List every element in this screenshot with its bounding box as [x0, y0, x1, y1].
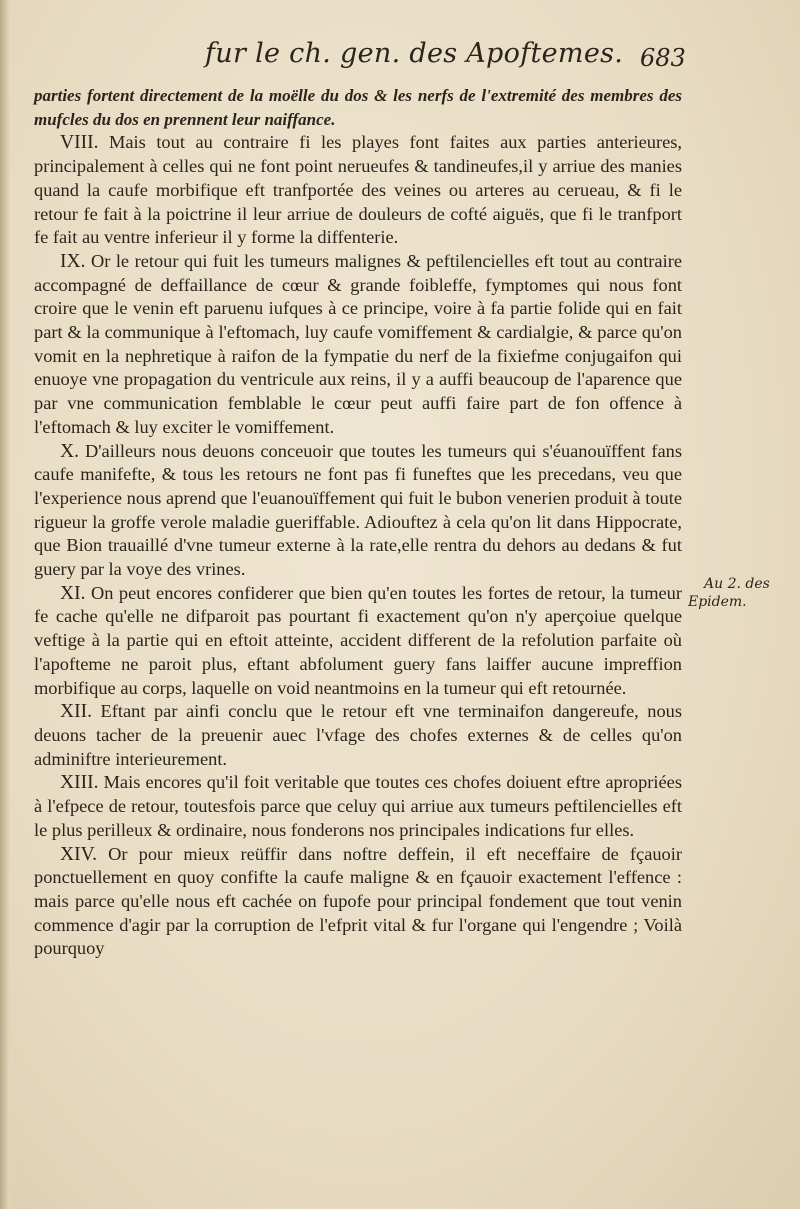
paragraph-number: IX. [60, 250, 86, 272]
paragraph-text: On peut encores confiderer que bien qu'en toutes les fortes de retour, la tumeur fe cache qu'elle ne difparoit pas pourtant fi exactement qu'on n'y aperçoiue quelque veftige à la partie qui en eftoit atteinte, accident different de la refolution parfaite où l'apofteme ne paroit plus, eftant abfolument guery fans laiffer aucune impreffion morbifique au corps, laquelle on void neantmoins en la tumeur qui eft retournée. [34, 582, 682, 698]
paragraph-number: XI. [60, 582, 86, 604]
paragraph-x [34, 440, 682, 582]
paragraph-text: D'ailleurs nous deuons conceuoir que toutes les tumeurs qui s'éuanouïffent fans caufe manifefte, & tous les retours ne font pas fi funeftes que les precedans, veu que l'experience nous aprend que l'euanouïffement qui fuit le bubon venerien produit à toute rigueur la groffe verole maladie gueriffable. Adiouftez à cela qu'on lit dans Hippocrate, que Bion trauaillé d'vne tumeur externe à la rate,elle rentra du dehors au dedans & fut guery par la voye des vrines. [34, 440, 682, 580]
paragraph-text: Mais tout au contraire fi les playes font faites aux parties anterieures, principalement à celles qui ne font point nerueufes & tandineufes,il y arriue des manies quand la caufe morbifique eft tranfportée des veines ou arteres au cerueau, & fi le retour fe fait à la poictrine il leur arriue de douleurs de cofté aiguës, que fi le tranfport fe fait au ventre inferieur il y forme la diffenterie. [34, 132, 682, 248]
paragraph-xii [34, 700, 682, 771]
body-text [34, 84, 682, 961]
paragraph-viii [34, 131, 682, 250]
lead-paragraph: parties fortent directement de la moëlle du dos & les nerfs de l'extremité des membres des mufcles du dos en prennent leur naiffance. [34, 86, 682, 129]
margin-note-line: Epidem. [688, 594, 747, 610]
paragraph-number: XII. [60, 701, 92, 723]
paragraph-number: VIII. [60, 132, 99, 154]
paragraph-text: Or pour mieux reüffir dans noftre deffein, il eft neceffaire de fçauoir ponctuellement en quoy confifte la caufe maligne & en fçauoir exactement l'effence : mais parce qu'elle nous eft cachée on fupofe pour principal fondement que tout venin commence d'agir par la corruption de l'efprit vital & fur l'organe qui l'engendre ; Voilà pourquoy [34, 843, 682, 959]
running-head: fur le ch. gen. des Apoftemes. [205, 38, 624, 69]
margin-note-line: Au 2. des [704, 576, 770, 592]
page-number: 683 [640, 44, 686, 72]
paragraph-number: X. [60, 440, 79, 462]
paragraph-text: Or le retour qui fuit les tumeurs malignes & peftilencielles eft tout au contraire accompagné de deffaillance de cœur & grande foibleffe, fymptomes qui nous font croire que le venin eft paruenu iufques à ce principe, voire à fa partie folide qui en fait part & la communique à l'eftomach, luy caufe vomiffement & cardialgie, & parce qu'on vomit en la nephretique à raifon de la fympatie du nerf de la fixiefme conjugaifon qui enuoye vne propagation du ventricule aux reins, il y a auffi beaucoup de l'aparence que par vne communication femblable le cœur peut auffi faire part de fon offence à l'eftomach & luy exciter le vomiffement. [34, 250, 682, 437]
paragraph-ix [34, 250, 682, 440]
paragraph-xiii [34, 771, 682, 842]
margin-note [686, 575, 782, 611]
paragraph-xiv [34, 843, 682, 962]
paragraph-number: XIII. [60, 772, 99, 794]
paragraph-number: XIV. [60, 843, 98, 865]
paragraph-text: Eftant par ainfi conclu que le retour eft vne terminaifon dangereufe, nous deuons tacher de la preuenir auec l'vfage des chofes externes & de celles qu'on adminiftre interieurement. [34, 701, 682, 769]
page-gutter-shadow [0, 0, 10, 1209]
paragraph-text: Mais encores qu'il foit veritable que toutes ces chofes doiuent eftre apropriées à l'efpece de retour, toutesfois parce que celuy qui arriue aux tumeurs peftilencielles eft le plus perilleux & ordinaire, nous fonderons nos principales indications fur elles. [34, 772, 682, 840]
paragraph-xi [34, 582, 682, 701]
